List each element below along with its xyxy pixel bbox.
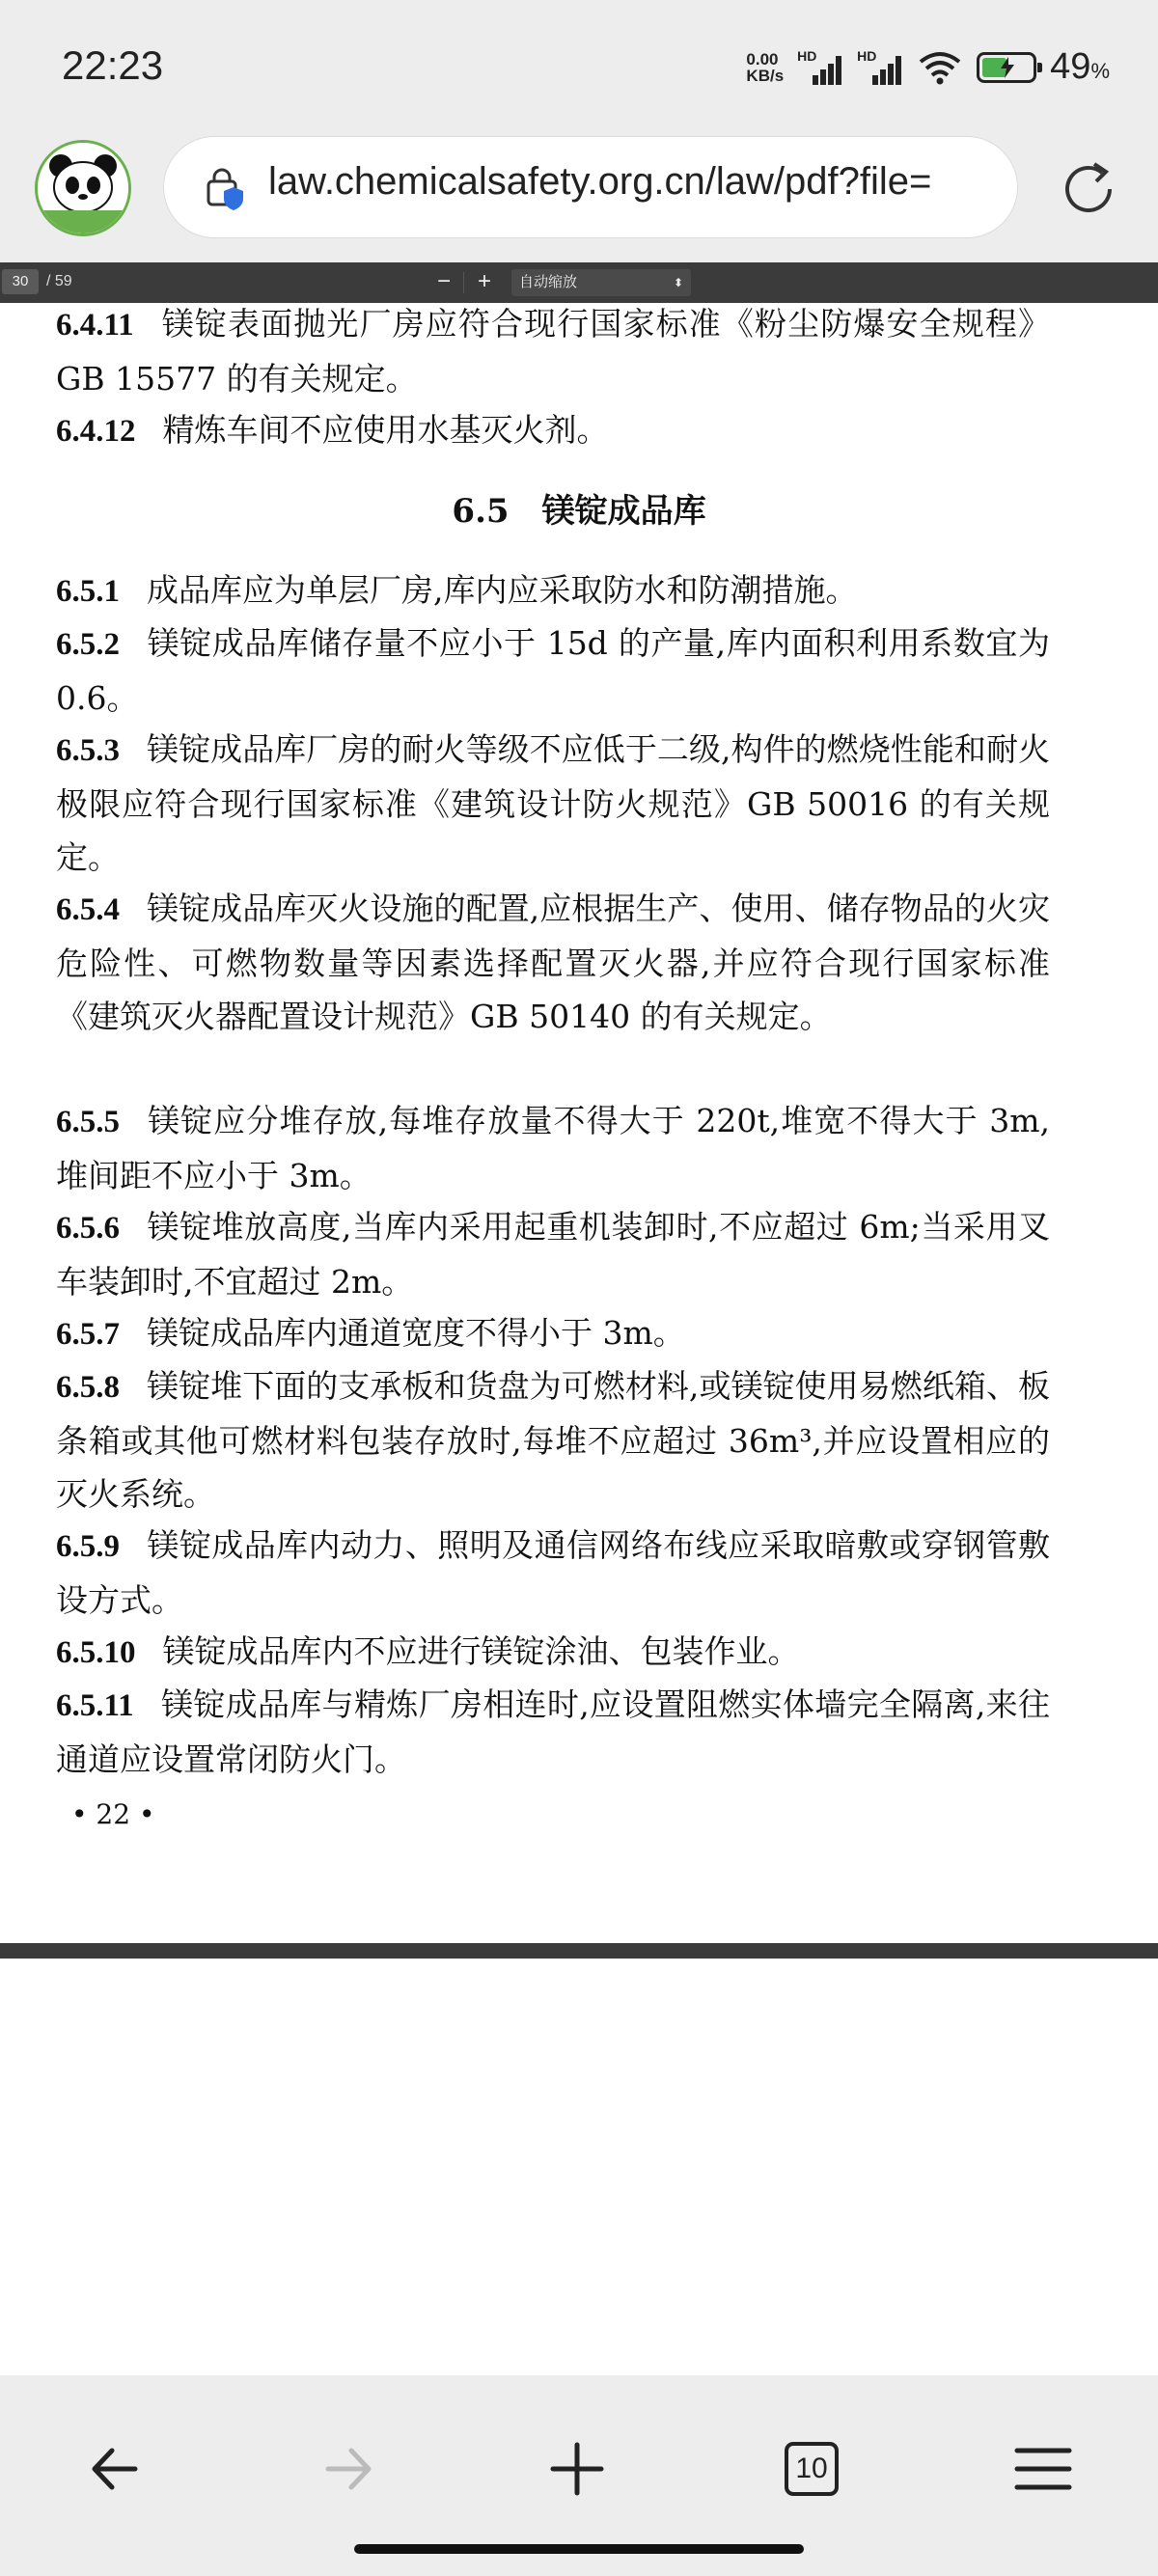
- pdf-page: [0, 1959, 1158, 2375]
- clause-text: 镁锭表面抛光厂房应符合现行国家标准《粉尘防爆安全规程》GB 15577 的有关规定。: [56, 305, 1050, 397]
- clause-paragraph: 6.5.2 镁锭成品库储存量不应小于 15d 的产量,库内面积利用系数宜为 0.6。: [56, 624, 1050, 717]
- zoom-out-button[interactable]: −: [436, 268, 451, 294]
- clause-number: 6.4.12: [56, 414, 136, 449]
- page-count: / 59: [46, 273, 72, 289]
- battery-percent: 49%: [1050, 46, 1110, 87]
- clause-paragraph: 6.5.4 镁锭成品库灭火设施的配置,应根据生产、使用、储存物品的火灾危险性、可燃物数量等因素选择配置灭火器,并应符合现行国家标准《建筑灭火器配置设计规范》GB 50140 的有关规定。: [56, 890, 1050, 1035]
- signal-icon: [797, 47, 843, 85]
- reload-icon[interactable]: [1054, 154, 1123, 224]
- clause-paragraph: 6.5.11 镁锭成品库与精炼厂房相连时,应设置阻燃实体墙完全隔离,来往通道应设置常闭防火门。: [56, 1685, 1050, 1778]
- signal-hd-label: HD: [857, 47, 877, 64]
- clause-number: 6.4.11: [56, 308, 134, 343]
- back-arrow-icon[interactable]: [71, 2425, 158, 2512]
- zoom-select-value: 自动缩放: [519, 274, 578, 290]
- status-time: 22:23: [62, 42, 164, 88]
- secure-lock-icon[interactable]: [205, 168, 247, 210]
- clause-paragraph: [56, 403, 1050, 458]
- zoom-select[interactable]: [511, 269, 691, 296]
- status-bar: [0, 0, 1158, 135]
- zoom-separator: [463, 272, 464, 293]
- site-avatar-icon[interactable]: [35, 140, 131, 236]
- tabs-button[interactable]: [768, 2425, 855, 2512]
- pdf-toolbar: [0, 262, 1158, 303]
- battery-charging-icon: [977, 52, 1036, 83]
- clause-paragraph: 6.5.8 镁锭堆下面的支承板和货盘为可燃材料,或镁锭使用易燃纸箱、板条箱或其他可燃材料包装存放时,每堆不应超过 36m³,并应设置相应的灭火系统。: [56, 1367, 1050, 1513]
- clause-paragraph: 6.5.7 镁锭成品库内通道宽度不得小于 3m。: [56, 1314, 685, 1352]
- section-title: 6.5 镁锭成品库: [452, 492, 706, 531]
- address-bar[interactable]: [164, 137, 1017, 237]
- chevron-updown-icon: ⬍: [673, 276, 683, 289]
- pdf-viewer[interactable]: [0, 303, 1158, 2375]
- clause-paragraph: 6.5.10 镁锭成品库内不应进行镁锭涂油、包装作业。: [56, 1632, 800, 1670]
- signal-hd-label: HD: [797, 47, 817, 64]
- gesture-bar[interactable]: [354, 2544, 804, 2554]
- tab-count: 10: [795, 2453, 828, 2484]
- clause-paragraph: 6.5.1 成品库应为单层厂房,库内应采取防水和防潮措施。: [56, 571, 858, 609]
- network-speed: [746, 51, 784, 84]
- new-tab-plus-icon[interactable]: [534, 2425, 620, 2512]
- clause-paragraph: 6.5.6 镁锭堆放高度,当库内采用起重机装卸时,不应超过 6m;当采用叉车装卸时,不宜超过 2m。: [56, 1208, 1050, 1301]
- network-speed-unit: KB/s: [746, 66, 785, 85]
- zoom-in-button[interactable]: +: [477, 268, 491, 294]
- clause-text: 精炼车间不应使用水基灭火剂。: [162, 411, 609, 449]
- signal-icon: [857, 47, 903, 85]
- pdf-page: [0, 303, 1158, 1943]
- forward-arrow-icon[interactable]: [305, 2425, 392, 2512]
- url-text[interactable]: law.chemicalsafety.org.cn/law/pdf?file=: [268, 160, 932, 203]
- page-number-input[interactable]: 30: [2, 269, 39, 294]
- clause-paragraph: 6.5.3 镁锭成品库厂房的耐火等级不应低于二级,构件的燃烧性能和耐火极限应符合现行国家标准《建筑设计防火规范》GB 50016 的有关规定。: [56, 730, 1050, 876]
- network-speed-value: 0.00: [746, 49, 779, 69]
- menu-icon[interactable]: [1000, 2425, 1087, 2512]
- clause-paragraph: [56, 303, 1050, 405]
- clause-paragraph: 6.5.9 镁锭成品库内动力、照明及通信网络布线应采取暗敷或穿钢管敷设方式。: [56, 1526, 1050, 1619]
- clause-paragraph: 6.5.5 镁锭应分堆存放,每堆存放量不得大于 220t,堆宽不得大于 3m,堆间距不应小于 3m。: [56, 1102, 1050, 1194]
- status-icons: [746, 46, 1110, 88]
- page-number-label: • 22 •: [71, 1798, 155, 1830]
- wifi-icon: [917, 50, 963, 85]
